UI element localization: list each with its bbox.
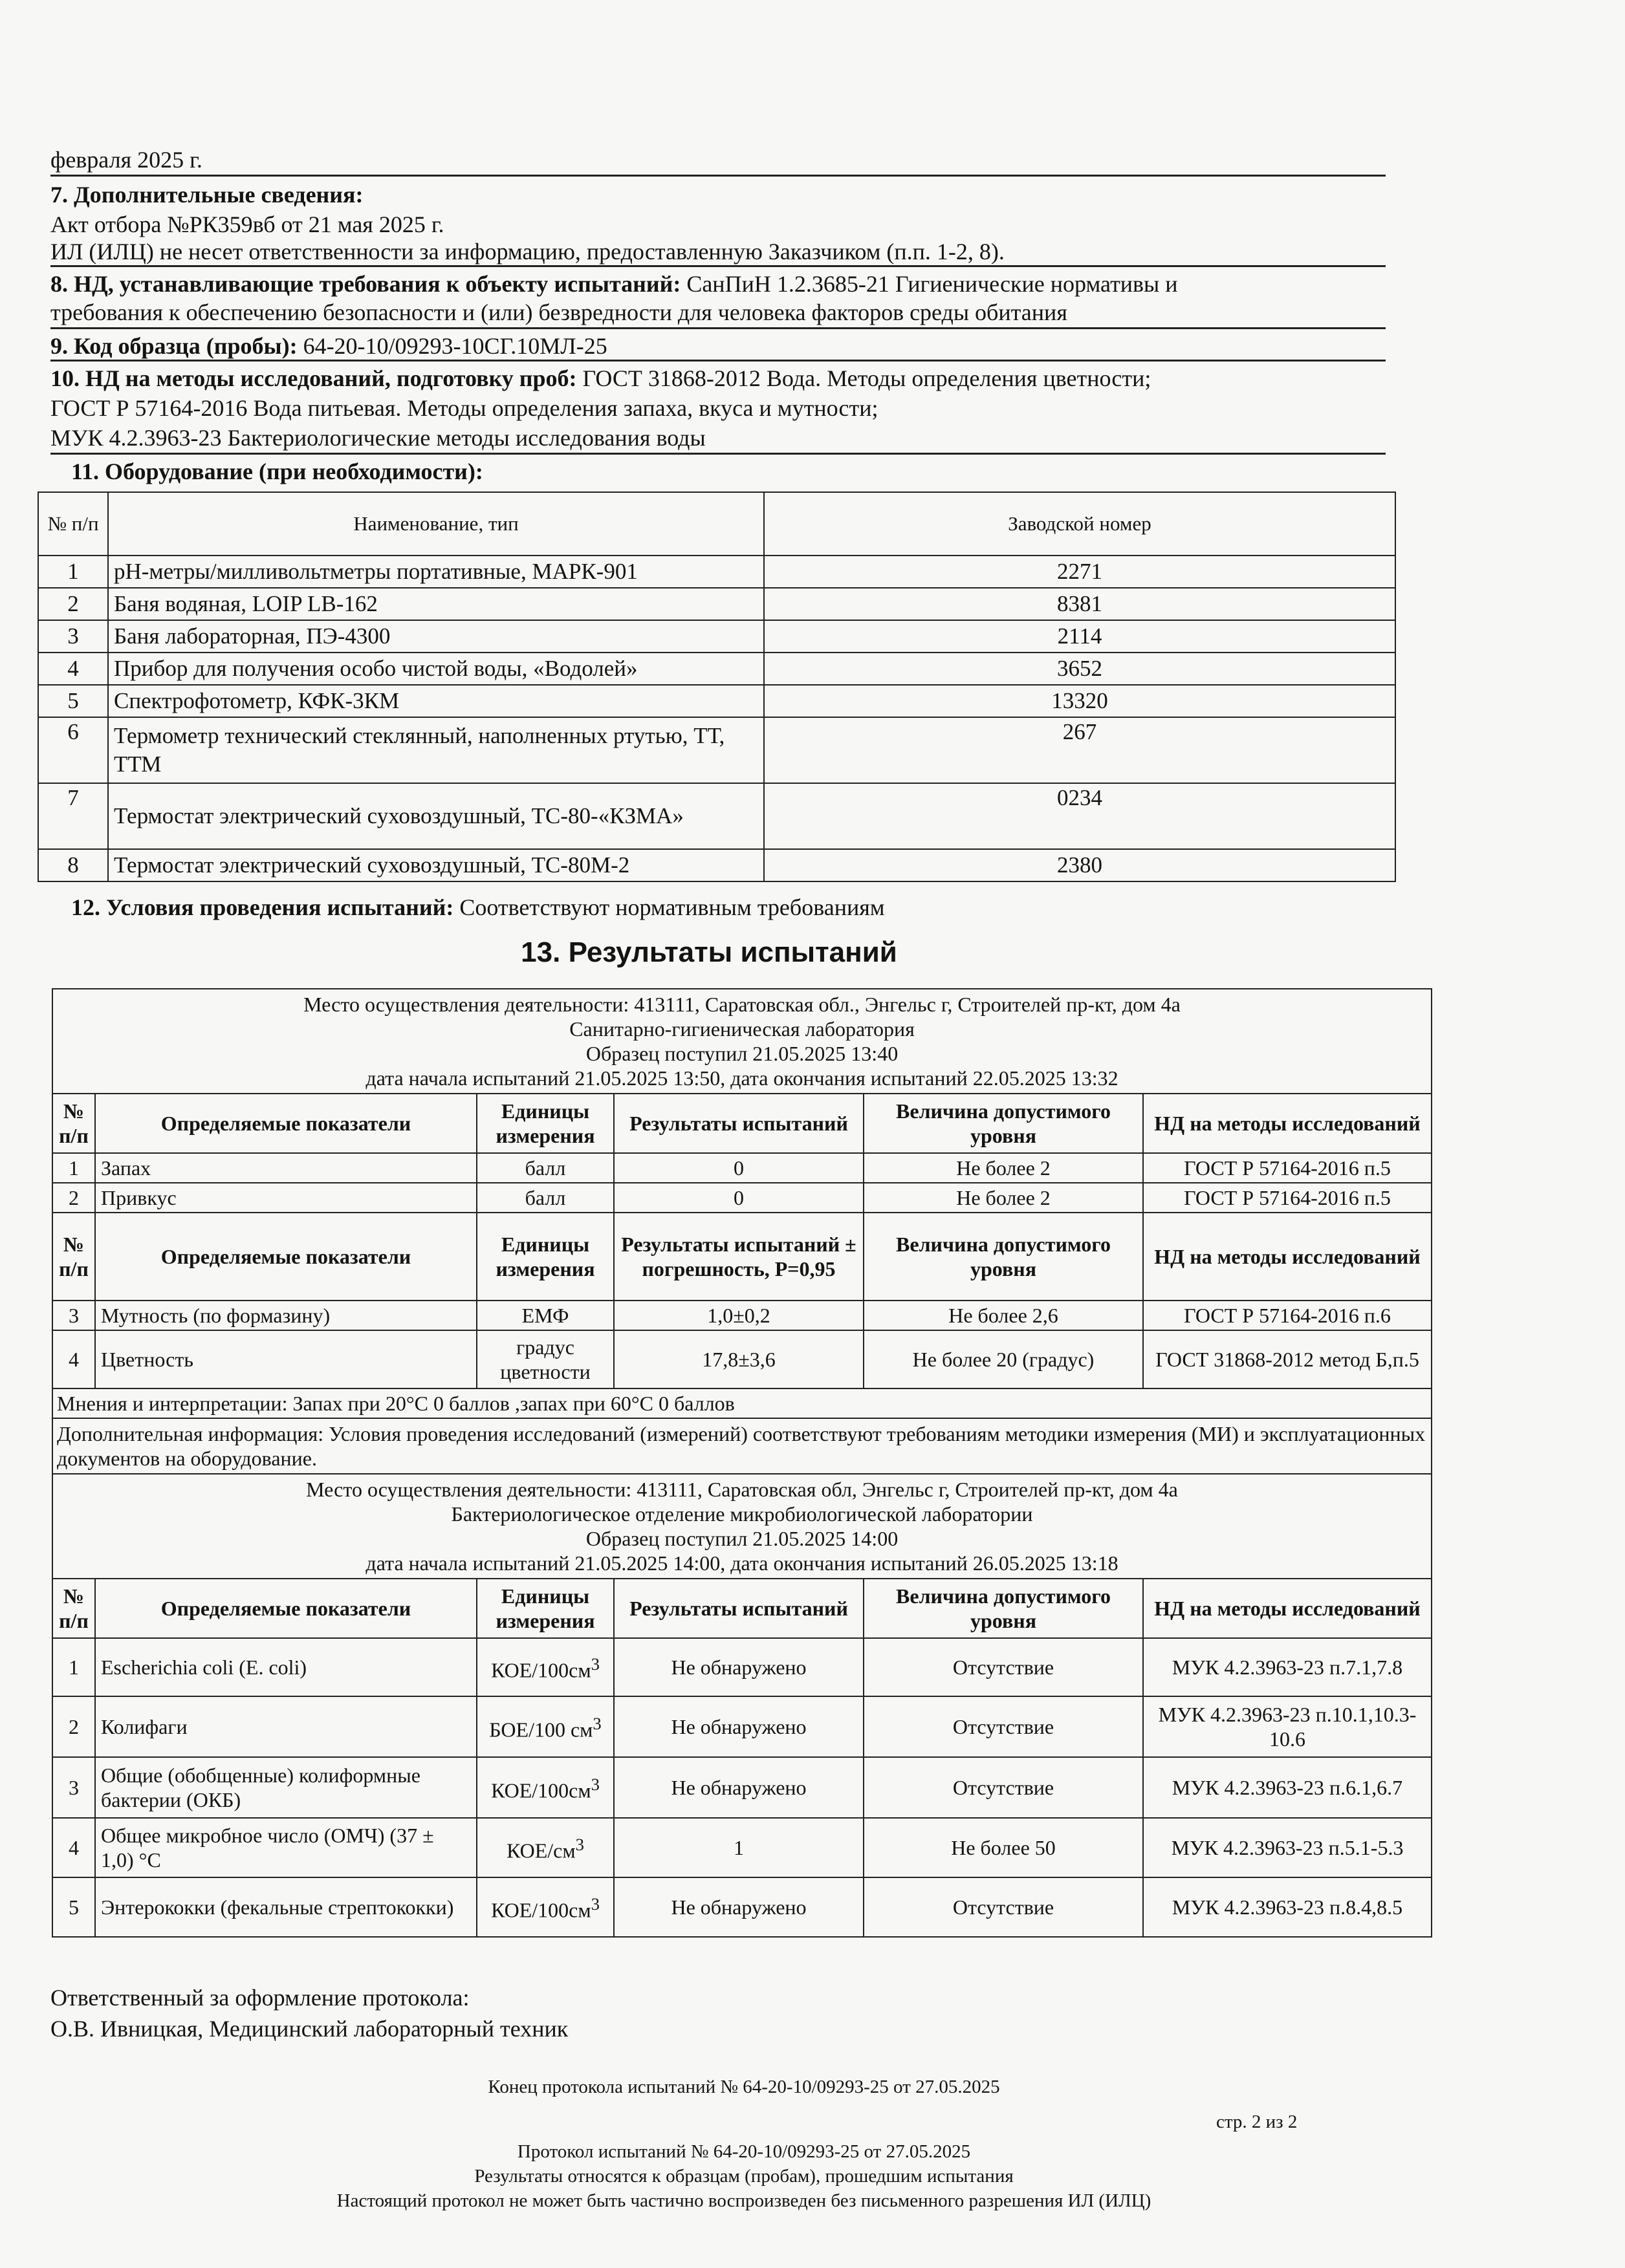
section-10-line3: МУК 4.2.3963-23 Бактериологические методы исследования воды xyxy=(50,425,706,451)
section-7-label: 7. Дополнительные сведения: xyxy=(50,182,364,208)
table-row: 3 Общие (обобщенные) колиформные бактерии (ОКБ) КОЕ/$100см^3$ Не обнаружено Отсутствие МУК 4.2.3963-23 п.6.1,6.7 xyxy=(52,1757,1432,1818)
responsible-name: О.В. Ивницкая, Медицинский лабораторный техник xyxy=(50,2016,569,2042)
results-title: 13. Результаты испытаний xyxy=(521,936,897,968)
equipment-row: 2 Баня водяная, LOIP LB-162 8381 xyxy=(38,588,1395,620)
section-8: 8. НД, устанавливающие требования к объекту испытаний: СанПиН 1.2.3685-21 Гигиенические нормативы и xyxy=(50,271,1178,297)
section-10-line2: ГОСТ Р 57164-2016 Вода питьевая. Методы определения запаха, вкуса и мутности; xyxy=(50,395,878,421)
equipment-header-serial: Заводской номер xyxy=(764,492,1395,556)
table-row: 5 Энтерококки (фекальные стрептококки) КОЕ/$100см^3$ Не обнаружено Отсутствие МУК 4.2.3963-23 п.8.4,8.5 xyxy=(52,1877,1432,1937)
table-row: 2 Привкус балл 0 Не более 2 ГОСТ Р 57164-2016 п.5 xyxy=(52,1183,1432,1213)
equipment-row: 5 Спектрофотометр, КФК-3КМ 13320 xyxy=(38,685,1395,717)
section-11-label: 11. Оборудование (при необходимости): xyxy=(71,459,483,484)
equipment-row: 6 Термометр технический стеклянный, наполненных ртутью, ТТ, ТТМ 267 xyxy=(38,717,1395,783)
footer-line-2: Результаты относятся к образцам (пробам), прошедшим испытания xyxy=(474,2166,1014,2187)
equipment-row: 7 Термостат электрический суховоздушный, ТС-80-«КЗМА» 0234 xyxy=(38,783,1395,849)
table-row: 3 Мутность (по формазину) ЕМФ 1,0±0,2 Не более 2,6 ГОСТ Р 57164-2016 п.6 xyxy=(52,1301,1432,1330)
equipment-table xyxy=(38,491,1396,882)
section-12: 12. Условия проведения испытаний: Соответствуют нормативным требованиям xyxy=(71,894,885,920)
lab1-extra-info: Дополнительная информация: Условия проведения исследований (измерений) соответствуют требованиям методики измерения (МИ) и эксплуатационных документов на оборудование. xyxy=(52,1418,1432,1474)
responsible-label: Ответственный за оформление протокола: xyxy=(50,1985,470,2011)
section-7-line2: ИЛ (ИЛЦ) не несет ответственности за информацию, предоставленную Заказчиком (п.п. 1-2, 8). xyxy=(50,239,1005,265)
table-row: 1 Запах балл 0 Не более 2 ГОСТ Р 57164-2016 п.5 xyxy=(52,1153,1432,1183)
section-7-line1: Акт отбора №РК359вб от 21 мая 2025 г. xyxy=(50,211,444,237)
equipment-header-name: Наименование, тип xyxy=(108,492,764,556)
footer-line-1: Протокол испытаний № 64-20-10/09293-25 от 27.05.2025 xyxy=(517,2141,971,2162)
table-row: 4 Общее микробное число (ОМЧ) (37 ± 1,0) °С КОЕ/$см^3$ 1 Не более 50 МУК 4.2.3963-23 п.5.1-5.3 xyxy=(52,1818,1432,1877)
table-row: 1 Escherichia coli (E. coli) КОЕ/$100см^3$ Не обнаружено Отсутствие МУК 4.2.3963-23 п.7.1,7.8 xyxy=(52,1638,1432,1696)
lab1-header-1: № п/п Определяемые показатели Единицы измерения Результаты испытаний Величина допустимого уровня НД на методы исследований xyxy=(52,1094,1432,1153)
section-10: 10. НД на методы исследований, подготовку проб: ГОСТ 31868-2012 Вода. Методы определения цветности; xyxy=(50,365,1151,391)
equipment-row: 3 Баня лабораторная, ПЭ-4300 2114 xyxy=(38,620,1395,653)
lab1-opinions: Мнения и интерпретации: Запах при 20°С 0 баллов ,запах при 60°С 0 баллов xyxy=(52,1388,1432,1418)
section-8-line2: требования к обеспечению безопасности и (или) безвредности для человека факторов среды обитания xyxy=(50,299,1067,325)
lab1-header-2: № п/п Определяемые показатели Единицы измерения Результаты испытаний ± погрешность, P=0,95 Величина допустимого уровня НД на методы исследований xyxy=(52,1213,1432,1301)
table-row: 2 Колифаги БОЕ/100 $см^3$ Не обнаружено Отсутствие МУК 4.2.3963-23 п.10.1,10.3-10.6 xyxy=(52,1696,1432,1757)
equipment-row: 4 Прибор для получения особо чистой воды, «Водолей» 3652 xyxy=(38,653,1395,685)
lab2-info: Место осуществления деятельности: 413111, Саратовская обл, Энгельс г, Строителей пр-кт, дом 4а Бактериологическое отделение микробиологической лаборатории Образец поступил 21.05.2025 14:00 дата начала испытаний 21.05.2025 14:00, дата окончания испытаний 26.05.2025 13:18 xyxy=(52,1474,1432,1579)
results-table xyxy=(52,988,1432,1938)
table-row: 4 Цветность градус цветности 17,8±3,6 Не более 20 (градус) ГОСТ 31868-2012 метод Б,п.5 xyxy=(52,1330,1432,1388)
section-9: 9. Код образца (пробы): 64-20-10/09293-10СГ.10МЛ-25 xyxy=(50,333,607,359)
footer-line-3: Настоящий протокол не может быть частично воспроизведен без письменного разрешения ИЛ (ИЛЦ) xyxy=(336,2190,1151,2211)
lab1-info: Место осуществления деятельности: 413111, Саратовская обл., Энгельс г, Строителей пр-кт, дом 4а Санитарно-гигиеническая лаборатория Образец поступил 21.05.2025 13:40 дата начала испытаний 21.05.2025 13:50, дата окончания испытаний 22.05.2025 13:32 xyxy=(52,989,1432,1094)
equipment-row: 8 Термостат электрический суховоздушный, ТС-80М-2 2380 xyxy=(38,849,1395,881)
page-number: стр. 2 из 2 xyxy=(1216,2111,1298,2132)
protocol-end: Конец протокола испытаний № 64-20-10/09293-25 от 27.05.2025 xyxy=(488,2077,1000,2097)
equipment-header-num: № п/п xyxy=(38,492,108,556)
date-continuation: февраля 2025 г. xyxy=(50,147,202,173)
lab2-header: № п/п Определяемые показатели Единицы измерения Результаты испытаний Величина допустимого уровня НД на методы исследований xyxy=(52,1579,1432,1638)
equipment-row: 1 pH-метры/милливольтметры портативные, МАРК-901 2271 xyxy=(38,556,1395,588)
